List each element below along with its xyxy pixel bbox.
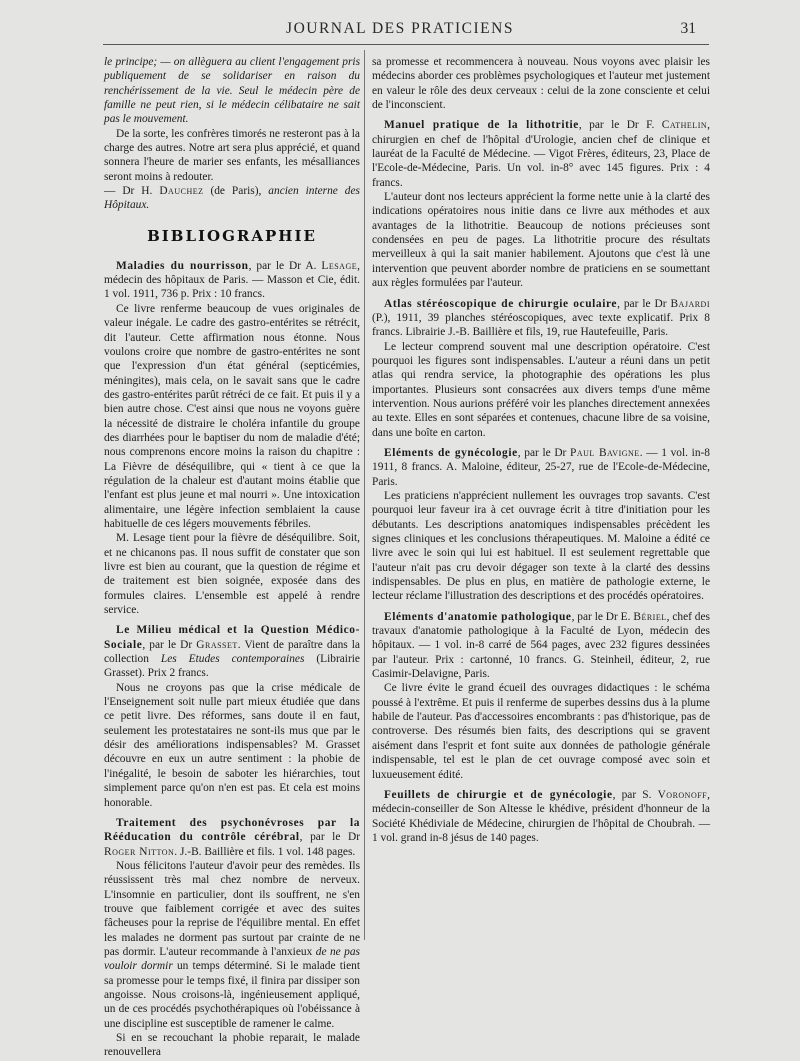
review-paragraph: Nous ne croyons pas que la crise médicale de l'Enseignement soit nulle part mieux étudiée que dans ce petit livre. Des réformes, sans doute il en faut, seulement les protestataires ne sont-ils mus que par le désir des améliorations indispensables? M. Grasset découvre en eux un autre sentiment : la phobie de l'inégalité, le besoin de saboter les hiérarchies, tout simplement parce qu'on n'en est pas. Et cela est moins honorable. — [104, 681, 360, 809]
review-paragraph: L'auteur dont nos lecteurs apprécient la forme nette unie à la clarté des indications opératoires nous initie dans ce livre aux méthodes et aux avantages de la lithotritie. Beaucoup de notions précieuses sont condensées en peu de pages. La lithotritie procure des résultats merveilleux à qui la sait manier habilement. Ajoutons que c'est là une intervention que peuvent aborder nombre de praticiens en se soumettant aux règles formulées par l'auteur. — [372, 191, 710, 290]
running-header — [0, 20, 800, 42]
header-rule — [103, 44, 709, 45]
section-heading-bibliographie: BIBLIOGRAPHIE — [147, 226, 317, 245]
continued-paragraph: sa promesse et recommencera à nouveau. Nous voyons avec plaisir les médecins aborder ces problèmes psychologiques et l'auteur met justement en valeur le rôle des deux cerveaux : celui de la zone consciente et celui de l'inconscient. — [372, 56, 710, 112]
book-entry-header: Feuillets de chirurgie et de gynécologie, par S. Voronoff, médecin-conseiller de Son Altesse le khédive, président d'honneur de la Société Khédiviale de Médecine, chirurgien de l'hôpital de Choubrah. — 1 vol. grand in-8 jésus de 140 pages. — [372, 788, 710, 844]
column-divider — [364, 50, 365, 940]
left-column — [104, 55, 360, 1060]
book-entry-header: Eléments de gynécologie, par le Dr Paul Bavigne. — 1 vol. in-8 1911, 8 francs. A. Maloine, éditeur, 25-27, rue de l'Ecole-de-Médecine, Paris. — [372, 446, 711, 488]
author-signature: — Dr H. Dauchez (de Paris), ancien interne des Hôpitaux. — [104, 185, 360, 212]
book-entry-header: Eléments d'anatomie pathologique, par le Dr E. Bériel, chef des travaux d'anatomie pathologique à la Faculté de Lyon, médecin des hôpitaux. — 1 vol. in-8 carré de 564 pages, avec 232 figures dessinées par l'auteur. Prix : cartonné, 10 francs. G. Steinheil, éditeur, 2, rue Casimir-Delavigne, Paris. — [372, 610, 710, 681]
book-entry-header: Maladies du nourrisson, par le Dr A. Lesage, médecin des hôpitaux de Paris. — Masson et Cie, édit. 1 vol. 1911, 736 p. Prix : 10 francs. — [104, 259, 360, 301]
book-entry-header: Atlas stéréoscopique de chirurgie oculaire, par le Dr Bajardi (P.), 1911, 39 planches stéréoscopiques, avec texte explicatif. Prix 8 francs. Librairie J.-B. Baillière et fils, 19, rue Hautefeuille, Paris. — [372, 297, 710, 339]
book-entry-header: Le Milieu médical et la Question Médico-Sociale, par le Dr Grasset. Vient de paraître dans la collection Les Etudes contemporaines (Librairie Grasset). Prix 2 francs. — [104, 624, 360, 680]
review-paragraph: Nous félicitons l'auteur d'avoir peur des remèdes. Ils réussissent très mal chez nombre de nerveux. L'insomnie en particulier, dont ils souffrent, ne s'en trouve que faiblement corrigée et avec des suites fâcheuses pour la reprise de l'équilibre mental. En effet les malades ne dorment pas surtout par crainte de ne pas dormir. L'auteur recommande à l'anxieux de ne pas vouloir dormir un temps déterminé. Si le malade tient sa promesse pour le temps fixé, il finira par dissiper son angoisse. Nous croisons-là, ingénieusement appliqué, un de ces procédés psychothérapiques où l'obéissance à une discipline est susceptible de ramener le calme. — [104, 859, 360, 1030]
review-paragraph: Si en se recouchant la phobie reparait, le malade renouvellera — [104, 1032, 360, 1059]
journal-title: JOURNAL DES PRATICIENS — [286, 20, 514, 37]
right-column — [372, 55, 710, 845]
review-paragraph: Les praticiens n'apprécient nullement les ouvrages trop savants. C'est pourquoi leur faveur ira à cet ouvrage écrit à titre d'initiation pour les débutants. Les descriptions anatomiques indispensables précèdent les signes cliniques et les conclusions thérapeutiques. M. Maloine a édité ce livre avec le soin qui lui est habituel. Il est seulement regrettable que l'auteur n'ait pas cru devoir dégager son texte à la clarté des dessins indispensables. De plus en plus, en matière de pathologie externe, le lecteur réclame l'illustration des descriptions et des procédés opératoires. — [372, 489, 710, 603]
review-paragraph: Ce livre renferme beaucoup de vues originales de valeur inégale. Le cadre des gastro-entérites se rétrécit, dit l'auteur. Cette affirmation nous étonne. Nous voulons croire que nombre de gastro-entérites ne sont que l'expression d'un état général (septicémies, méningites), mais cela, on le savait sans que le cadre des gastro-entérites parût rétréci de ce fait. Et puis il y a bien autre chose. C'est ainsi que nous ne voyons guère la nécessité de distraire le choléra infantile du groupe des diarrhées pour le baptiser du nom de maladie d'été; nous comprenons encore moins la raison du chapitre : La Fièvre de déséquilibre, qui « tient à ce que la régulation de la chaleur est d'autant moins établie que l'enfant est plus jeune et mal nourri ». Une intoxication alimentaire, une légère infection semblaient la cause habituelle de ces légers mouvements fébriles. — [104, 302, 360, 530]
review-paragraph: M. Lesage tient pour la fièvre de déséquilibre. Soit, et ne chicanons pas. Il nous suffit de constater que son livre est bien au courant, que la question de régime et de traitement est bien soignée, exposée dans des formules claires. L'ensemble est appelé à rendre service. — [104, 532, 360, 617]
review-paragraph: Ce livre évite le grand écueil des ouvrages didactiques : le schéma poussé à l'extrême. Et puis il renferme de superbes dessins dus à la plume habile de l'auteur. Pas d'accessoires encombrants : pas d'historique, pas de controverse. Des résumés bien faits, des descriptions qui se gravent aisément dans l'esprit et font suite aux données de pathologie générale indispensable, tel est le plan de cet ouvrage composé avec soin et luxueusement édité. — [372, 682, 710, 781]
page-number: 31 — [680, 20, 696, 37]
continued-paragraph: le principe; — on allèguera au client l'engagement pris publiquement de se solidariser en raison du renchérissement de la vie. Seul le médecin père de famille ne peut rien, si le médecin célibataire ne sait pas le mouvement. — [104, 56, 360, 126]
book-entry-header: Manuel pratique de la lithotritie, par le Dr F. Cathelin, chirurgien en chef de l'hôpital d'Urologie, ancien chef de clinique et lauréat de la Faculté de Médecine. — Vigot Frères, éditeurs, 23, Place de l'Ecole-de-Médecine, Paris. Un vol. in-8° avec 145 figures. Prix : 4 francs. — [372, 119, 710, 189]
paragraph: De la sorte, les confrères timorés ne resteront pas à la charge des autres. Notre art sera plus apprécié, et quand sonnera l'heure de marier ses enfants, les mésalliances seront moins à redouter. — [104, 127, 360, 183]
book-entry-header: Traitement des psychonévroses par la Rééducation du contrôle cérébral, par le Dr Roger Nitton. J.-B. Baillière et fils. 1 vol. 148 pages. — [104, 816, 360, 858]
review-paragraph: Le lecteur comprend souvent mal une description opératoire. C'est pourquoi les figures sont indispensables. L'auteur a réuni dans un petit atlas qui rendra service, la photographie des opérations les plus importantes. Plusieurs sont consacrées aux divers temps d'une même intervention. Nous aurions préféré voir les planches directement annexées au texte. Elles en sont séparées et contenues, chacune libre de sa voisine, dans une boîte en carton. — [372, 340, 710, 439]
